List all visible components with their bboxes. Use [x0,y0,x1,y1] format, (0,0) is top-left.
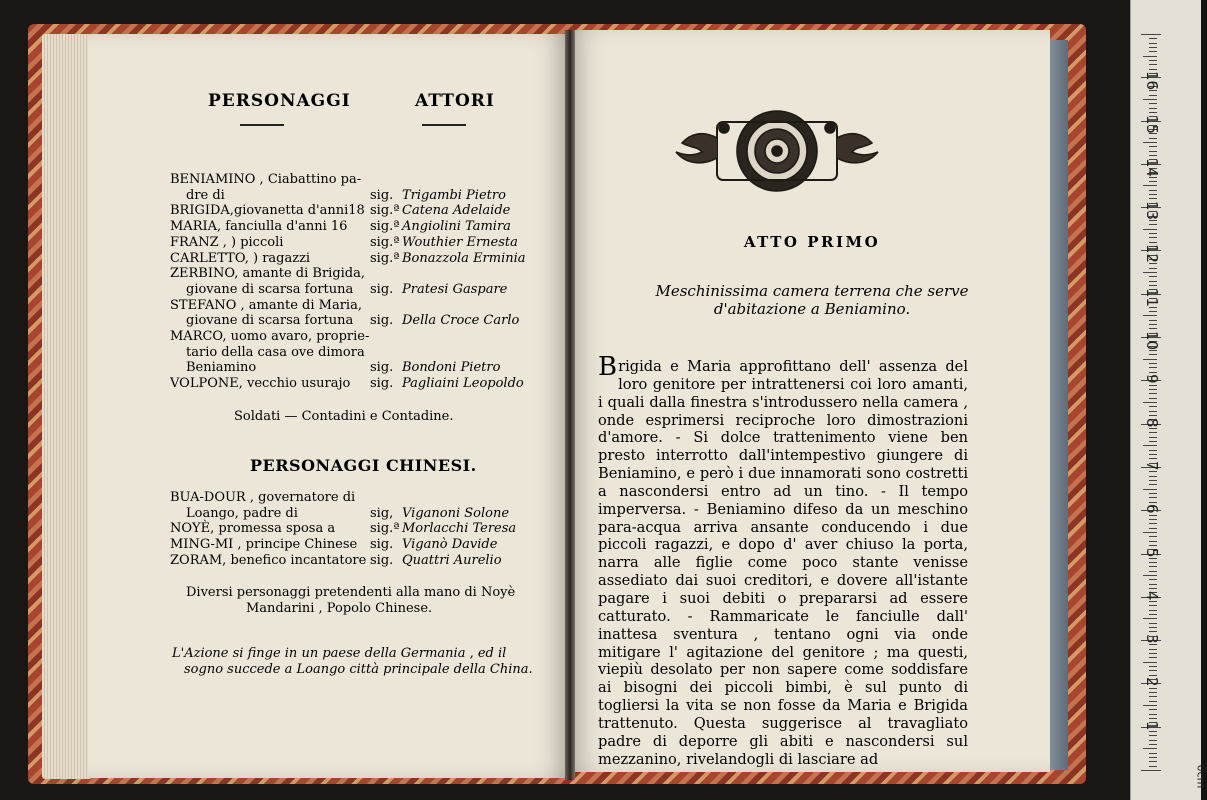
ruler-number: 12 [1143,244,1161,264]
cast-sig: sig. [370,187,394,203]
extras2-line2: Mandarini , Popolo Chinese. [246,601,433,616]
ruler-tick [1149,51,1157,52]
ruler-tick [1149,471,1157,472]
cast-actor: Bonazzola Erminia [402,250,526,266]
ruler-tick [1149,393,1157,394]
ruler-number: 16 [1143,71,1161,91]
cast-role: BRIGIDA,giovanetta d'anni18 [170,203,365,219]
chinese-cast-actor: Viganoni Solone [402,505,510,521]
cast-role: dre di [186,187,225,203]
ruler-tick [1149,281,1157,282]
cast-role: VOLPONE, vecchio usurajo [170,376,351,392]
ruler-tick [1149,194,1157,195]
ruler-tick [1149,484,1157,485]
ruler-tick [1149,740,1157,741]
cast-sig: sig.ª [370,203,400,219]
cast-actor: Pagliaini Leopoldo [402,376,524,392]
ruler-tick [1149,519,1157,520]
ruler-tick [1149,363,1157,364]
ruler-tick [1149,155,1157,156]
ruler-tick [1141,34,1161,35]
act-body-text [598,352,968,768]
ruler-tick [1149,69,1157,70]
ruler-tick [1149,714,1157,715]
ruler-tick [1149,406,1157,407]
cast-sig: sig. [370,376,394,392]
ruler-tick [1149,753,1157,754]
ruler-tick [1149,571,1157,572]
cast-actor: Wouthier Ernesta [402,234,518,250]
ruler-tick [1143,402,1157,403]
ruler-tick [1149,515,1157,516]
scene-line2: d'abitazione a Beniamino. [713,300,911,318]
cast-role: MARIA, fanciulla d'anni 16 [170,219,348,235]
ruler-tick [1149,558,1157,559]
setting-line1: L'Azione si finge in un paese della Germania , ed il [172,646,507,661]
ruler-tick [1149,385,1157,386]
ruler-tick [1143,359,1157,360]
ruler-tick [1149,766,1157,767]
dropcap-letter: B [598,352,618,382]
cast-role: CARLETTO, ) ragazzi [170,250,311,266]
attori-header: ATTORI [415,91,495,111]
ruler-tick [1149,692,1157,693]
body-paragraph: rigida e Maria approfittano dell' assenza del loro genitore per intrattenersi coi loro amanti, i quali dalla finestra s'introdussero nella camera , onde esprimersi reciproche loro dimostrazioni d'amore. - Si dolce trattenimento viene ben presto interrotto dall'intempestivo giungere di Beniamino, e però i due innamorati sono costretti a nascondersi entro ad un tino. - Il tempo imperversa. - Beniamino difeso da un meschino para-acqua arriva ansante conducendo i due piccoli ragazzi, e dopo d' aver chiuso la porta, narra alle figlie come poco stante venisse assediato dai suoi creditori, e dovere all'istante pagare i suoi debiti o prepararsi ad essere catturato. - Rammaricate le fanciulle dall' inattesa sventura , tentano ogni via onde mitigare l' agitazione del genitore ; ma questi, viepiù desolato per non sapere come soddisfare ai bisogni dei piccoli bimbi, è sul punto di togliersi la vita se non fosse da Maria e Brigida trattenuto. Questa suggerisce al travagliato padre di deporre gli abiti e nascondersi sul mezzanino, rivelandogli di lasciare ad [598,358,968,768]
ruler-tick [1143,99,1157,100]
ruler-unit-label: 0cm [1194,764,1207,789]
ruler-tick [1149,497,1157,498]
chinese-cast-sig: sig, [370,505,394,521]
scene-line1: Meschinissima camera terrena che serve [655,282,969,300]
ruler-tick [1149,644,1157,645]
act-title: ATTO PRIMO [743,233,881,251]
ruler-tick [1143,748,1157,749]
ruler-tick [1143,662,1157,663]
extras-line: Soldati — Contadini e Contadine. [234,409,454,424]
chinese-cast-role: MING-MI , principe Chinese [170,537,358,553]
ruler-tick [1149,458,1157,459]
ruler-number: 7 [1143,460,1161,471]
ruler-tick [1149,480,1157,481]
rosette-ornament-icon [672,108,882,194]
ruler-tick [1149,263,1157,264]
ruler-tick [1149,528,1157,529]
chinese-cast-role: NOYÈ, promessa sposa a [170,521,336,537]
ruler-tick [1143,142,1157,143]
ruler-number: 1 [1143,720,1161,731]
ruler-tick [1149,64,1157,65]
ruler-tick [1149,735,1157,736]
ruler-tick [1149,670,1157,671]
measuring-ruler [1130,0,1207,800]
cast-sig: sig.ª [370,219,400,235]
ruler-tick [1143,185,1157,186]
ruler-tick [1149,502,1157,503]
ruler-tick [1149,588,1157,589]
ruler-number: 2 [1143,677,1161,687]
chinese-cast-role: ZORAM, benefico incantatore [170,552,367,568]
ruler-tick [1149,605,1157,606]
ruler-tick [1149,437,1157,438]
ruler-tick [1141,770,1161,771]
ruler-tick [1149,372,1157,373]
ruler-tick [1149,566,1157,567]
ruler-tick [1143,705,1157,706]
ruler-tick [1149,237,1157,238]
ruler-tick [1149,95,1157,96]
ruler-tick [1149,354,1157,355]
ruler-tick [1149,701,1157,702]
chinese-cast-sig: sig. [370,552,394,568]
cast-actor: Catena Adelaide [402,203,511,219]
ruler-tick [1149,151,1157,152]
ruler-tick [1143,489,1157,490]
ruler-tick [1143,618,1157,619]
chinese-cast-sig: sig.ª [370,521,400,537]
extras2-line1: Diversi personaggi pretendenti alla mano di Noyè [186,585,516,600]
ruler-tick [1149,242,1157,243]
ruler-tick [1149,146,1157,147]
cast-sig: sig. [370,281,394,297]
ruler-tick [1149,43,1157,44]
ruler-tick [1143,315,1157,316]
cast-sig: sig.ª [370,234,400,250]
ruler-tick [1149,627,1157,628]
ruler-tick [1149,108,1157,109]
ruler-number: 3 [1143,634,1161,644]
ruler-tick [1149,584,1157,585]
cast-role: giovane di scarsa fortuna [186,281,354,297]
ruler-tick [1149,709,1157,710]
personaggi-header: PERSONAGGI [208,91,351,111]
ruler-tick [1149,350,1157,351]
ruler-tick [1149,103,1157,104]
cast-sig: sig.ª [370,250,400,266]
ruler-number: 9 [1143,374,1161,384]
ruler-tick [1149,610,1157,611]
header-rule-left [240,124,284,126]
ruler-number: 13 [1143,201,1161,221]
ruler-number: 5 [1143,547,1161,558]
cast-role: Beniamino [186,360,257,376]
ruler-tick [1149,545,1157,546]
ruler-tick [1149,744,1157,745]
ruler-tick [1149,696,1157,697]
ruler-tick [1149,311,1157,312]
ruler-tick [1149,324,1157,325]
ruler-tick [1149,757,1157,758]
chinese-header: PERSONAGGI CHINESI. [250,456,477,475]
ruler-number: 14 [1143,157,1161,177]
ruler-number: 4 [1143,590,1161,601]
ruler-tick [1149,718,1157,719]
cast-sig: sig. [370,360,394,376]
ruler-number: 6 [1143,504,1161,514]
header-rule-right [422,124,466,126]
ruler-tick [1149,523,1157,524]
ruler-tick [1143,575,1157,576]
ruler-tick [1149,688,1157,689]
chinese-cast-role: BUA-DOUR , governatore di [170,490,356,505]
cast-actor: Bondoni Pietro [402,360,501,376]
ruler-tick [1149,432,1157,433]
ruler-tick [1149,454,1157,455]
ruler-tick [1149,320,1157,321]
cast-actor: Pratesi Gaspare [402,281,508,297]
ruler-tick [1149,536,1157,537]
chinese-cast-role: Loango, padre di [186,505,298,521]
ruler-tick [1149,233,1157,234]
cast-actor: Angiolini Tamira [402,219,511,235]
cast-role: ZERBINO, amante di Brigida, [170,266,366,282]
ruler-tick [1149,450,1157,451]
cast-role: STEFANO , amante di Maria, [170,297,362,313]
cast-sig: sig. [370,313,394,329]
page-edges [42,34,92,779]
ruler-tick [1149,601,1157,602]
ruler-tick [1149,60,1157,61]
chinese-cast-actor: Viganò Davide [402,537,498,553]
ruler-tick [1143,272,1157,273]
cast-role: BENIAMINO , Ciabattino pa- [170,172,362,187]
chinese-cast-actor: Morlacchi Teresa [402,521,517,537]
ruler-tick [1143,56,1157,57]
ruler-tick [1149,541,1157,542]
ruler-tick [1149,47,1157,48]
ruler-tick [1149,761,1157,762]
ruler-tick [1149,614,1157,615]
ruler-tick [1143,445,1157,446]
ruler-number: 8 [1143,417,1161,428]
ruler-tick [1149,653,1157,654]
cast-role: FRANZ , ) piccoli [170,234,284,250]
setting-line2: sogno succede a Loango città principale della China. [184,662,533,677]
ruler-tick [1149,220,1157,221]
ruler-number: 11 [1143,287,1161,307]
ruler-tick [1149,389,1157,390]
ruler-tick [1143,532,1157,533]
ruler-tick [1149,623,1157,624]
ruler-tick [1149,476,1157,477]
ruler-tick [1149,90,1157,91]
ruler-tick [1149,649,1157,650]
chinese-cast-sig: sig. [370,537,394,553]
cast-actor: Della Croce Carlo [402,313,520,329]
ruler-tick [1149,198,1157,199]
book-gutter [565,30,575,780]
ruler-tick [1149,276,1157,277]
ruler-number: 15 [1143,114,1161,134]
ruler-tick [1149,285,1157,286]
ruler-tick [1149,398,1157,399]
cast-actor: Trigambi Pietro [402,187,506,203]
ruler-tick [1149,138,1157,139]
ruler-tick [1149,579,1157,580]
ruler-tick [1149,190,1157,191]
ruler-tick [1149,666,1157,667]
ruler-tick [1149,657,1157,658]
ruler-tick [1149,112,1157,113]
ruler-tick [1149,224,1157,225]
ruler-tick [1149,181,1157,182]
ruler-tick [1149,631,1157,632]
ruler-tick [1149,731,1157,732]
ruler-tick [1143,229,1157,230]
ruler-tick [1149,493,1157,494]
ruler-tick [1149,428,1157,429]
cast-role: giovane di scarsa fortuna [186,313,354,329]
ruler-tick [1149,367,1157,368]
ruler-tick [1149,411,1157,412]
ruler-tick [1149,562,1157,563]
cast-role: MARCO, uomo avaro, proprie- [170,329,370,344]
chinese-cast-actor: Quattri Aurelio [402,552,502,568]
ruler-tick [1149,675,1157,676]
ruler-tick [1149,268,1157,269]
ruler-tick [1149,441,1157,442]
ruler-number: 10 [1143,331,1161,351]
ruler-tick [1149,328,1157,329]
cast-role: tario della casa ove dimora [186,344,365,360]
ruler-tick [1149,415,1157,416]
ruler-tick [1149,38,1157,39]
